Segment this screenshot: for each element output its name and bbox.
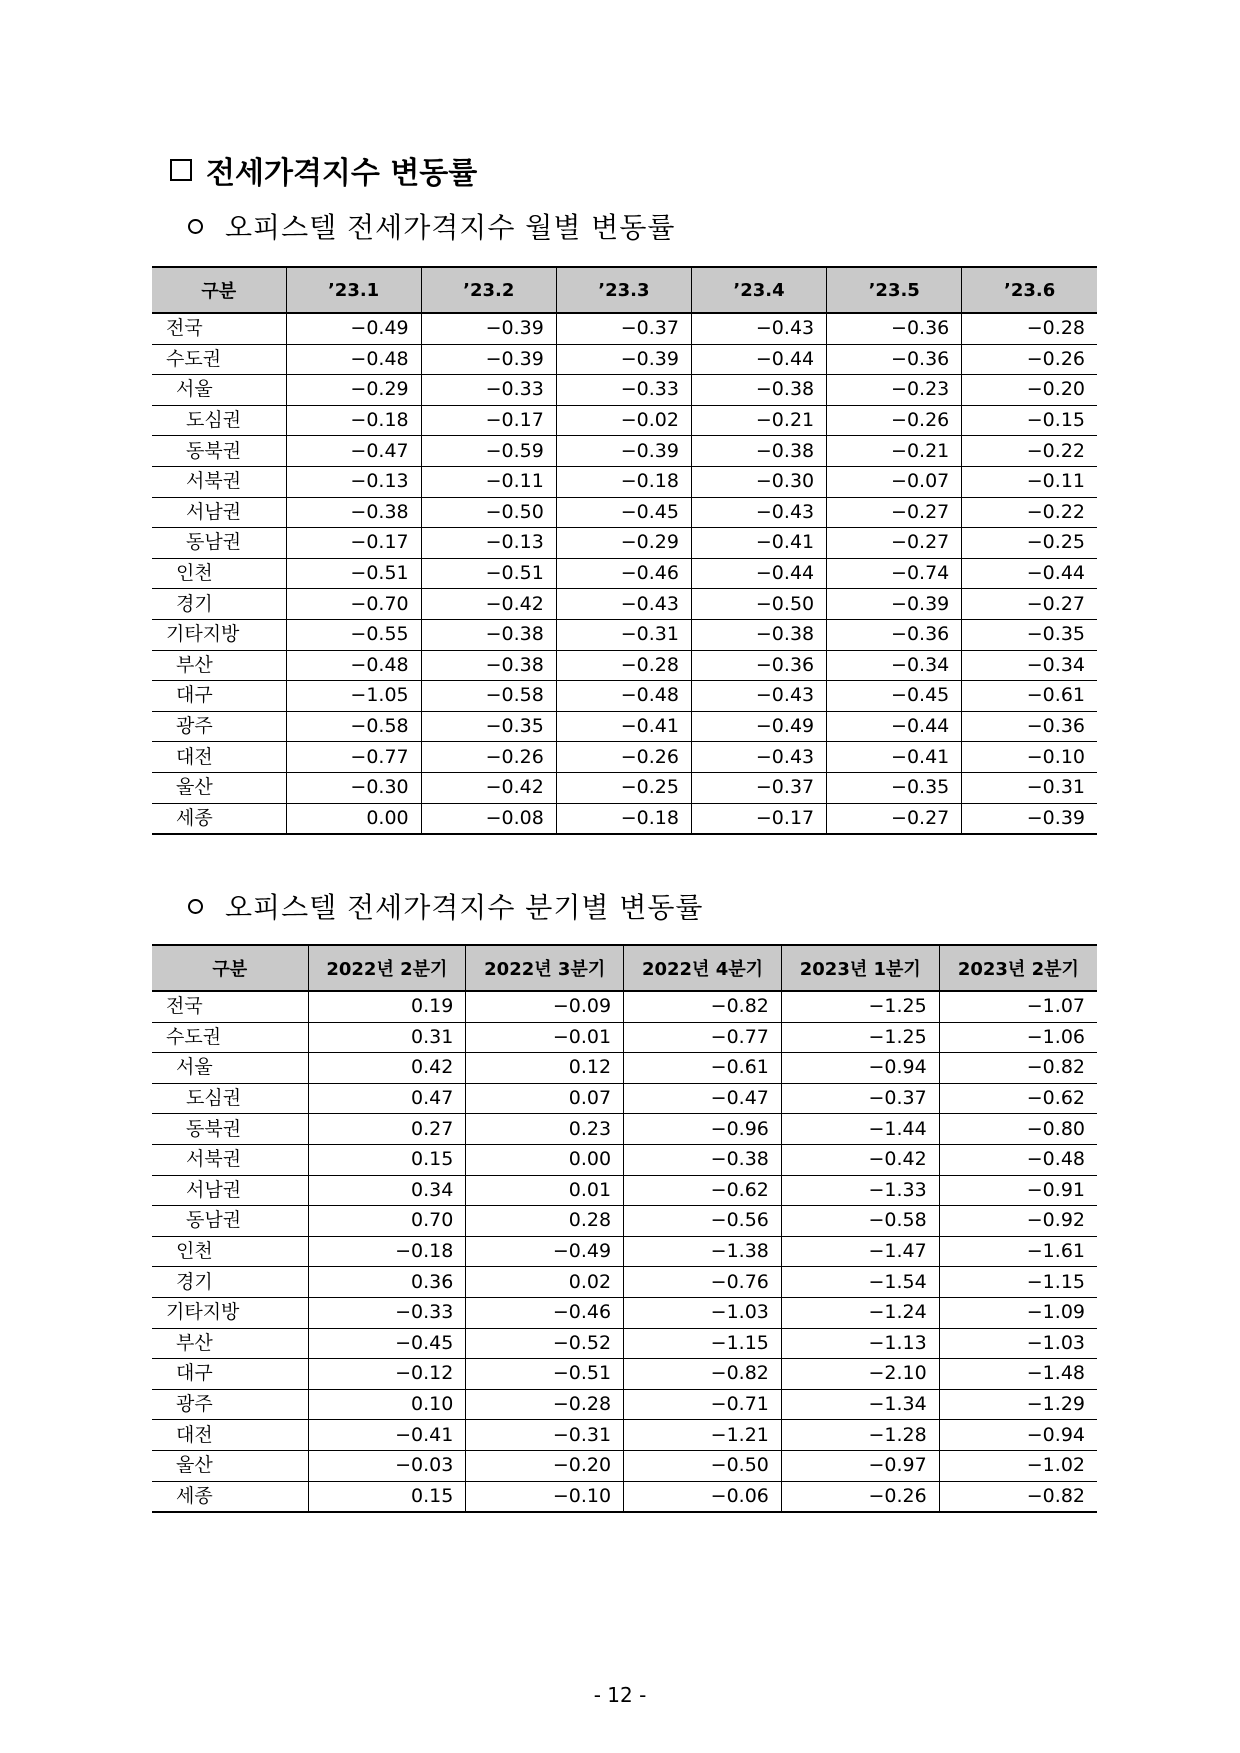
value-cell: −0.18	[556, 466, 691, 497]
value-cell: −0.25	[556, 772, 691, 803]
value-cell: −1.09	[939, 1297, 1097, 1328]
header-period: ’23.6	[962, 267, 1097, 313]
value-cell: −0.49	[286, 313, 421, 344]
value-cell: 0.00	[286, 803, 421, 834]
region-label: 울산	[152, 772, 286, 803]
value-cell: 0.42	[308, 1053, 466, 1084]
value-cell: −0.61	[962, 681, 1097, 712]
value-cell: 0.15	[308, 1481, 466, 1512]
value-cell: −0.59	[421, 436, 556, 467]
value-cell: −0.82	[624, 991, 782, 1022]
value-cell: −0.31	[556, 619, 691, 650]
value-cell: −0.30	[286, 772, 421, 803]
table-row	[152, 344, 1097, 375]
table-row	[152, 375, 1097, 406]
header-category: 구분	[152, 945, 308, 991]
quarterly-title-text: 오피스텔 전세가격지수 분기별 변동률	[225, 891, 704, 924]
value-cell: −0.33	[421, 375, 556, 406]
region-label: 전국	[152, 991, 308, 1022]
value-cell: −0.38	[421, 650, 556, 681]
value-cell: 0.36	[308, 1267, 466, 1298]
value-cell: −0.21	[827, 436, 962, 467]
value-cell: −0.25	[962, 528, 1097, 559]
value-cell: −0.13	[286, 466, 421, 497]
value-cell: −0.02	[556, 405, 691, 436]
table-row	[152, 803, 1097, 834]
region-label: 서남권	[152, 497, 286, 528]
value-cell: −0.15	[962, 405, 1097, 436]
value-cell: −0.77	[624, 1022, 782, 1053]
section-title-text: 전세가격지수 변동률	[206, 156, 478, 191]
region-label: 동북권	[152, 1114, 308, 1145]
value-cell: −0.12	[308, 1359, 466, 1390]
value-cell: −0.07	[827, 466, 962, 497]
region-label: 대구	[152, 681, 286, 712]
header-period: ’23.5	[827, 267, 962, 313]
value-cell: −0.31	[962, 772, 1097, 803]
value-cell: −1.05	[286, 681, 421, 712]
value-cell: −1.24	[781, 1297, 939, 1328]
region-label: 대전	[152, 1420, 308, 1451]
table-header-row	[152, 267, 1097, 313]
value-cell: −0.17	[421, 405, 556, 436]
header-period: 2022년 3분기	[466, 945, 624, 991]
value-cell: −0.28	[466, 1389, 624, 1420]
value-cell: −0.35	[962, 619, 1097, 650]
region-label: 광주	[152, 711, 286, 742]
table-row	[152, 1481, 1097, 1512]
region-label: 경기	[152, 589, 286, 620]
region-label: 부산	[152, 650, 286, 681]
region-label: 서남권	[152, 1175, 308, 1206]
value-cell: −0.38	[421, 619, 556, 650]
value-cell: −0.31	[466, 1420, 624, 1451]
value-cell: 0.19	[308, 991, 466, 1022]
value-cell: −0.46	[466, 1297, 624, 1328]
table-row	[152, 1144, 1097, 1175]
table-row	[152, 558, 1097, 589]
value-cell: −0.51	[466, 1359, 624, 1390]
monthly-change-table	[152, 266, 1097, 835]
region-label: 대구	[152, 1359, 308, 1390]
value-cell: −0.47	[286, 436, 421, 467]
value-cell: −0.76	[624, 1267, 782, 1298]
value-cell: −0.21	[691, 405, 826, 436]
value-cell: −0.43	[691, 313, 826, 344]
value-cell: −0.82	[939, 1053, 1097, 1084]
region-label: 경기	[152, 1267, 308, 1298]
value-cell: −0.39	[421, 313, 556, 344]
value-cell: −0.45	[827, 681, 962, 712]
header-period: 2022년 4분기	[624, 945, 782, 991]
value-cell: −0.38	[691, 619, 826, 650]
value-cell: −0.18	[556, 803, 691, 834]
region-label: 서울	[152, 375, 286, 406]
value-cell: 0.34	[308, 1175, 466, 1206]
value-cell: −0.70	[286, 589, 421, 620]
value-cell: −0.56	[624, 1206, 782, 1237]
value-cell: −0.38	[691, 375, 826, 406]
table-row	[152, 1175, 1097, 1206]
value-cell: −2.10	[781, 1359, 939, 1390]
value-cell: −0.55	[286, 619, 421, 650]
value-cell: −0.47	[624, 1083, 782, 1114]
table-header-row	[152, 945, 1097, 991]
value-cell: −0.01	[466, 1022, 624, 1053]
region-label: 서울	[152, 1053, 308, 1084]
value-cell: −0.26	[421, 742, 556, 773]
value-cell: −1.33	[781, 1175, 939, 1206]
monthly-title-text: 오피스텔 전세가격지수 월별 변동률	[225, 211, 676, 244]
table-row	[152, 1297, 1097, 1328]
table-row	[152, 1420, 1097, 1451]
value-cell: 0.28	[466, 1206, 624, 1237]
value-cell: −1.25	[781, 1022, 939, 1053]
value-cell: −0.82	[624, 1359, 782, 1390]
section-title	[170, 148, 477, 192]
region-label: 기타지방	[152, 619, 286, 650]
value-cell: −0.39	[827, 589, 962, 620]
value-cell: 0.10	[308, 1389, 466, 1420]
value-cell: −0.26	[781, 1481, 939, 1512]
value-cell: −0.41	[827, 742, 962, 773]
region-label: 전국	[152, 313, 286, 344]
value-cell: −1.29	[939, 1389, 1097, 1420]
header-period: ’23.4	[691, 267, 826, 313]
value-cell: −0.43	[556, 589, 691, 620]
value-cell: −0.27	[827, 497, 962, 528]
value-cell: −0.36	[962, 711, 1097, 742]
header-period: 2023년 1분기	[781, 945, 939, 991]
header-period: 2023년 2분기	[939, 945, 1097, 991]
value-cell: −1.03	[624, 1297, 782, 1328]
region-label: 수도권	[152, 344, 286, 375]
value-cell: −1.34	[781, 1389, 939, 1420]
table-row	[152, 1236, 1097, 1267]
value-cell: −0.36	[827, 344, 962, 375]
value-cell: −0.39	[421, 344, 556, 375]
table-row	[152, 619, 1097, 650]
region-label: 동남권	[152, 528, 286, 559]
value-cell: −0.82	[939, 1481, 1097, 1512]
value-cell: −0.36	[827, 313, 962, 344]
value-cell: −0.06	[624, 1481, 782, 1512]
value-cell: −0.27	[827, 803, 962, 834]
value-cell: −0.51	[286, 558, 421, 589]
circle-bullet-icon	[188, 899, 203, 914]
circle-bullet-icon	[188, 219, 203, 234]
value-cell: 0.70	[308, 1206, 466, 1237]
value-cell: −0.92	[939, 1206, 1097, 1237]
value-cell: −0.94	[781, 1053, 939, 1084]
value-cell: −0.42	[421, 589, 556, 620]
value-cell: −0.48	[939, 1144, 1097, 1175]
value-cell: −0.29	[286, 375, 421, 406]
value-cell: −0.48	[286, 650, 421, 681]
value-cell: 0.15	[308, 1144, 466, 1175]
value-cell: −0.39	[962, 803, 1097, 834]
table-row	[152, 313, 1097, 344]
value-cell: −0.39	[556, 436, 691, 467]
value-cell: −0.17	[691, 803, 826, 834]
value-cell: −0.45	[556, 497, 691, 528]
value-cell: −0.58	[421, 681, 556, 712]
value-cell: −0.26	[962, 344, 1097, 375]
value-cell: −0.58	[781, 1206, 939, 1237]
value-cell: −0.37	[691, 772, 826, 803]
value-cell: −0.28	[962, 313, 1097, 344]
value-cell: −0.46	[556, 558, 691, 589]
table-row	[152, 1359, 1097, 1390]
region-label: 서북권	[152, 466, 286, 497]
value-cell: −0.37	[556, 313, 691, 344]
page-number: - 12 -	[593, 1683, 647, 1707]
value-cell: −0.62	[939, 1083, 1097, 1114]
value-cell: −0.50	[421, 497, 556, 528]
table-row	[152, 497, 1097, 528]
region-label: 서북권	[152, 1144, 308, 1175]
value-cell: −0.10	[962, 742, 1097, 773]
value-cell: −0.11	[421, 466, 556, 497]
header-period: ’23.2	[421, 267, 556, 313]
table-row	[152, 589, 1097, 620]
value-cell: 0.00	[466, 1144, 624, 1175]
value-cell: −0.44	[962, 558, 1097, 589]
table-row	[152, 1083, 1097, 1114]
header-period: ’23.1	[286, 267, 421, 313]
value-cell: −0.41	[308, 1420, 466, 1451]
value-cell: −0.39	[556, 344, 691, 375]
value-cell: −0.51	[421, 558, 556, 589]
value-cell: 0.02	[466, 1267, 624, 1298]
value-cell: −0.52	[466, 1328, 624, 1359]
value-cell: −0.26	[827, 405, 962, 436]
value-cell: −0.50	[624, 1450, 782, 1481]
value-cell: −0.20	[962, 375, 1097, 406]
table-row	[152, 1206, 1097, 1237]
region-label: 도심권	[152, 1083, 308, 1114]
value-cell: −0.91	[939, 1175, 1097, 1206]
table-row	[152, 405, 1097, 436]
value-cell: −0.45	[308, 1328, 466, 1359]
value-cell: −0.35	[421, 711, 556, 742]
table-row	[152, 1053, 1097, 1084]
table-row	[152, 711, 1097, 742]
value-cell: −0.34	[827, 650, 962, 681]
value-cell: −0.48	[286, 344, 421, 375]
header-period: ’23.3	[556, 267, 691, 313]
value-cell: −0.38	[624, 1144, 782, 1175]
checkbox-square-icon	[170, 159, 192, 181]
value-cell: −0.71	[624, 1389, 782, 1420]
value-cell: −0.97	[781, 1450, 939, 1481]
region-label: 울산	[152, 1450, 308, 1481]
value-cell: −1.15	[624, 1328, 782, 1359]
value-cell: −0.77	[286, 742, 421, 773]
region-label: 세종	[152, 1481, 308, 1512]
table-row	[152, 681, 1097, 712]
table-row	[152, 772, 1097, 803]
table-row	[152, 1450, 1097, 1481]
value-cell: −0.43	[691, 681, 826, 712]
value-cell: −0.62	[624, 1175, 782, 1206]
value-cell: −0.11	[962, 466, 1097, 497]
table-row	[152, 1114, 1097, 1145]
header-period: 2022년 2분기	[308, 945, 466, 991]
value-cell: −1.21	[624, 1420, 782, 1451]
value-cell: −0.74	[827, 558, 962, 589]
value-cell: −0.58	[286, 711, 421, 742]
value-cell: −0.13	[421, 528, 556, 559]
value-cell: −1.13	[781, 1328, 939, 1359]
value-cell: −1.48	[939, 1359, 1097, 1390]
value-cell: −1.47	[781, 1236, 939, 1267]
value-cell: −0.36	[827, 619, 962, 650]
value-cell: −0.29	[556, 528, 691, 559]
value-cell: −0.38	[691, 436, 826, 467]
value-cell: −0.42	[421, 772, 556, 803]
value-cell: −0.61	[624, 1053, 782, 1084]
value-cell: 0.23	[466, 1114, 624, 1145]
value-cell: −0.41	[691, 528, 826, 559]
value-cell: −0.37	[781, 1083, 939, 1114]
value-cell: −1.38	[624, 1236, 782, 1267]
quarterly-change-table	[152, 944, 1097, 1513]
value-cell: −1.02	[939, 1450, 1097, 1481]
quarterly-table-title	[188, 886, 703, 926]
value-cell: −1.03	[939, 1328, 1097, 1359]
region-label: 인천	[152, 558, 286, 589]
table-row	[152, 1267, 1097, 1298]
region-label: 부산	[152, 1328, 308, 1359]
value-cell: −0.48	[556, 681, 691, 712]
table-row	[152, 1328, 1097, 1359]
value-cell: −1.44	[781, 1114, 939, 1145]
value-cell: −0.94	[939, 1420, 1097, 1451]
value-cell: −0.36	[691, 650, 826, 681]
value-cell: −0.49	[466, 1236, 624, 1267]
value-cell: −0.50	[691, 589, 826, 620]
value-cell: 0.31	[308, 1022, 466, 1053]
value-cell: −1.54	[781, 1267, 939, 1298]
value-cell: −1.07	[939, 991, 1097, 1022]
value-cell: −0.43	[691, 742, 826, 773]
value-cell: −0.17	[286, 528, 421, 559]
region-label: 광주	[152, 1389, 308, 1420]
value-cell: −0.10	[466, 1481, 624, 1512]
value-cell: −0.18	[286, 405, 421, 436]
table-row	[152, 528, 1097, 559]
region-label: 수도권	[152, 1022, 308, 1053]
monthly-table-title	[188, 206, 675, 246]
value-cell: 0.27	[308, 1114, 466, 1145]
table-row	[152, 436, 1097, 467]
region-label: 동남권	[152, 1206, 308, 1237]
value-cell: −0.33	[308, 1297, 466, 1328]
value-cell: 0.47	[308, 1083, 466, 1114]
value-cell: −0.03	[308, 1450, 466, 1481]
value-cell: −0.34	[962, 650, 1097, 681]
value-cell: −0.26	[556, 742, 691, 773]
value-cell: −0.44	[827, 711, 962, 742]
table-row	[152, 1389, 1097, 1420]
value-cell: −0.23	[827, 375, 962, 406]
table-row	[152, 466, 1097, 497]
value-cell: −0.27	[827, 528, 962, 559]
table-row	[152, 650, 1097, 681]
value-cell: −1.61	[939, 1236, 1097, 1267]
value-cell: −1.28	[781, 1420, 939, 1451]
value-cell: −0.38	[286, 497, 421, 528]
value-cell: −0.22	[962, 436, 1097, 467]
region-label: 인천	[152, 1236, 308, 1267]
value-cell: 0.07	[466, 1083, 624, 1114]
region-label: 대전	[152, 742, 286, 773]
value-cell: −1.25	[781, 991, 939, 1022]
region-label: 도심권	[152, 405, 286, 436]
value-cell: −0.08	[421, 803, 556, 834]
table-row	[152, 991, 1097, 1022]
value-cell: −0.22	[962, 497, 1097, 528]
value-cell: −0.09	[466, 991, 624, 1022]
value-cell: −0.49	[691, 711, 826, 742]
region-label: 세종	[152, 803, 286, 834]
value-cell: −0.33	[556, 375, 691, 406]
header-category: 구분	[152, 267, 286, 313]
value-cell: −0.20	[466, 1450, 624, 1481]
value-cell: −0.44	[691, 344, 826, 375]
value-cell: −0.28	[556, 650, 691, 681]
value-cell: −0.44	[691, 558, 826, 589]
value-cell: −1.06	[939, 1022, 1097, 1053]
table-row	[152, 1022, 1097, 1053]
value-cell: −0.30	[691, 466, 826, 497]
value-cell: −0.43	[691, 497, 826, 528]
region-label: 기타지방	[152, 1297, 308, 1328]
value-cell: 0.01	[466, 1175, 624, 1206]
value-cell: −0.42	[781, 1144, 939, 1175]
value-cell: −0.80	[939, 1114, 1097, 1145]
region-label: 동북권	[152, 436, 286, 467]
value-cell: −0.41	[556, 711, 691, 742]
value-cell: −1.15	[939, 1267, 1097, 1298]
value-cell: −0.96	[624, 1114, 782, 1145]
value-cell: −0.35	[827, 772, 962, 803]
value-cell: 0.12	[466, 1053, 624, 1084]
value-cell: −0.18	[308, 1236, 466, 1267]
table-row	[152, 742, 1097, 773]
value-cell: −0.27	[962, 589, 1097, 620]
